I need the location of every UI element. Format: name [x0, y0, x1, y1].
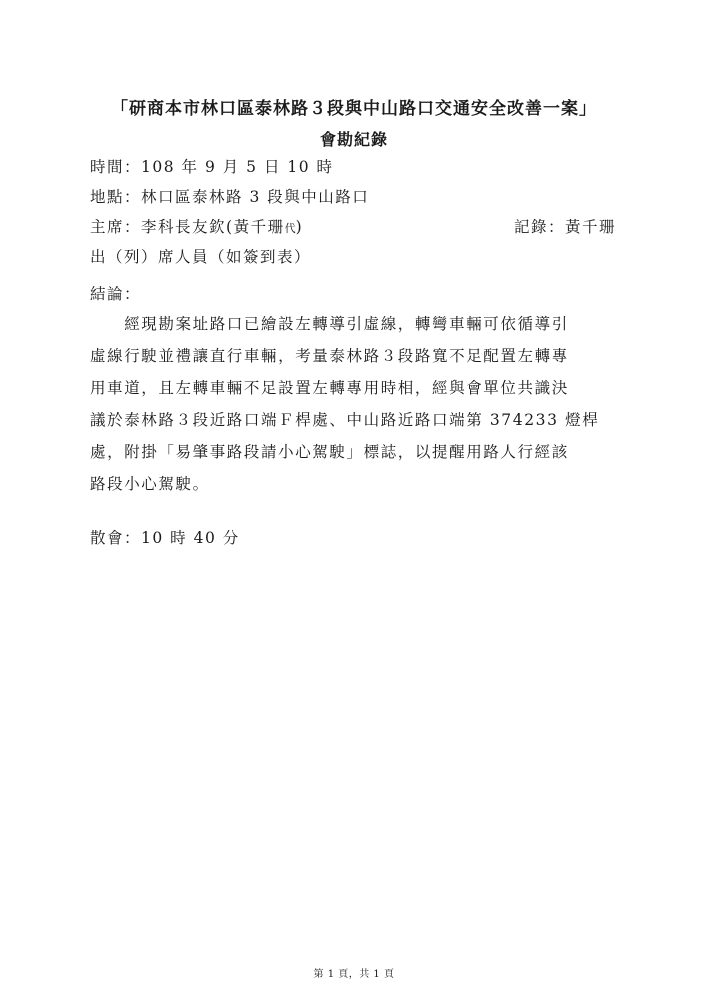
location-value: 林口區泰林路 3 段與中山路口: [141, 188, 370, 206]
page-number: 第 1 頁，共 1 頁: [313, 969, 395, 980]
conclusion-line: 經現勘案址路口已繪設左轉導引虛線，轉彎車輛可依循導引: [90, 315, 569, 333]
adjourn-value: 10 時 40 分: [141, 529, 240, 547]
conclusion-paragraph: [90, 308, 630, 500]
recorder-line: [514, 215, 616, 237]
conclusion-line: 議於泰林路３段近路口端Ｆ桿處、中山路近路口端第 374233 燈桿: [90, 411, 600, 429]
adjourn-line: [90, 526, 240, 548]
adjourn-label: 散會：: [90, 529, 142, 547]
conclusion-line: 用車道，且左轉車輛不足設置左轉專用時相，經與會單位共識決: [90, 379, 569, 397]
recorder-value: 黃千珊: [565, 218, 617, 236]
chair-line: [90, 215, 303, 237]
chair-closing: ): [295, 218, 304, 236]
conclusion-line: 虛線行駛並禮讓直行車輛，考量泰林路３段路寬不足配置左轉專: [90, 347, 569, 365]
chair-label: 主席：: [90, 218, 142, 236]
conclusion-line: 處，附掛「易肇事路段請小心駕駛」標誌，以提醒用路人行經該: [90, 443, 569, 461]
time-line: [90, 155, 334, 177]
recorder-label: 記錄：: [514, 218, 566, 236]
conclusion-label: 結論：: [90, 285, 142, 303]
conclusion-line: 路段小心駕駛。: [90, 475, 210, 493]
document-subtitle: 會勘紀錄: [319, 130, 388, 149]
location-label: 地點：: [90, 188, 142, 206]
time-value: 108 年 9 月 5 日 10 時: [141, 158, 334, 176]
time-label: 時間：: [90, 158, 142, 176]
chair-proxy-mark: 代: [284, 222, 296, 235]
chair-value: 李科長友欽(黃千珊: [141, 218, 285, 236]
document-title: 「研商本市林口區泰林路３段與中山路口交通安全改善一案」: [111, 99, 597, 119]
attendees-line: 出（列）席人員（如簽到表）: [90, 248, 312, 266]
location-line: [90, 185, 369, 207]
